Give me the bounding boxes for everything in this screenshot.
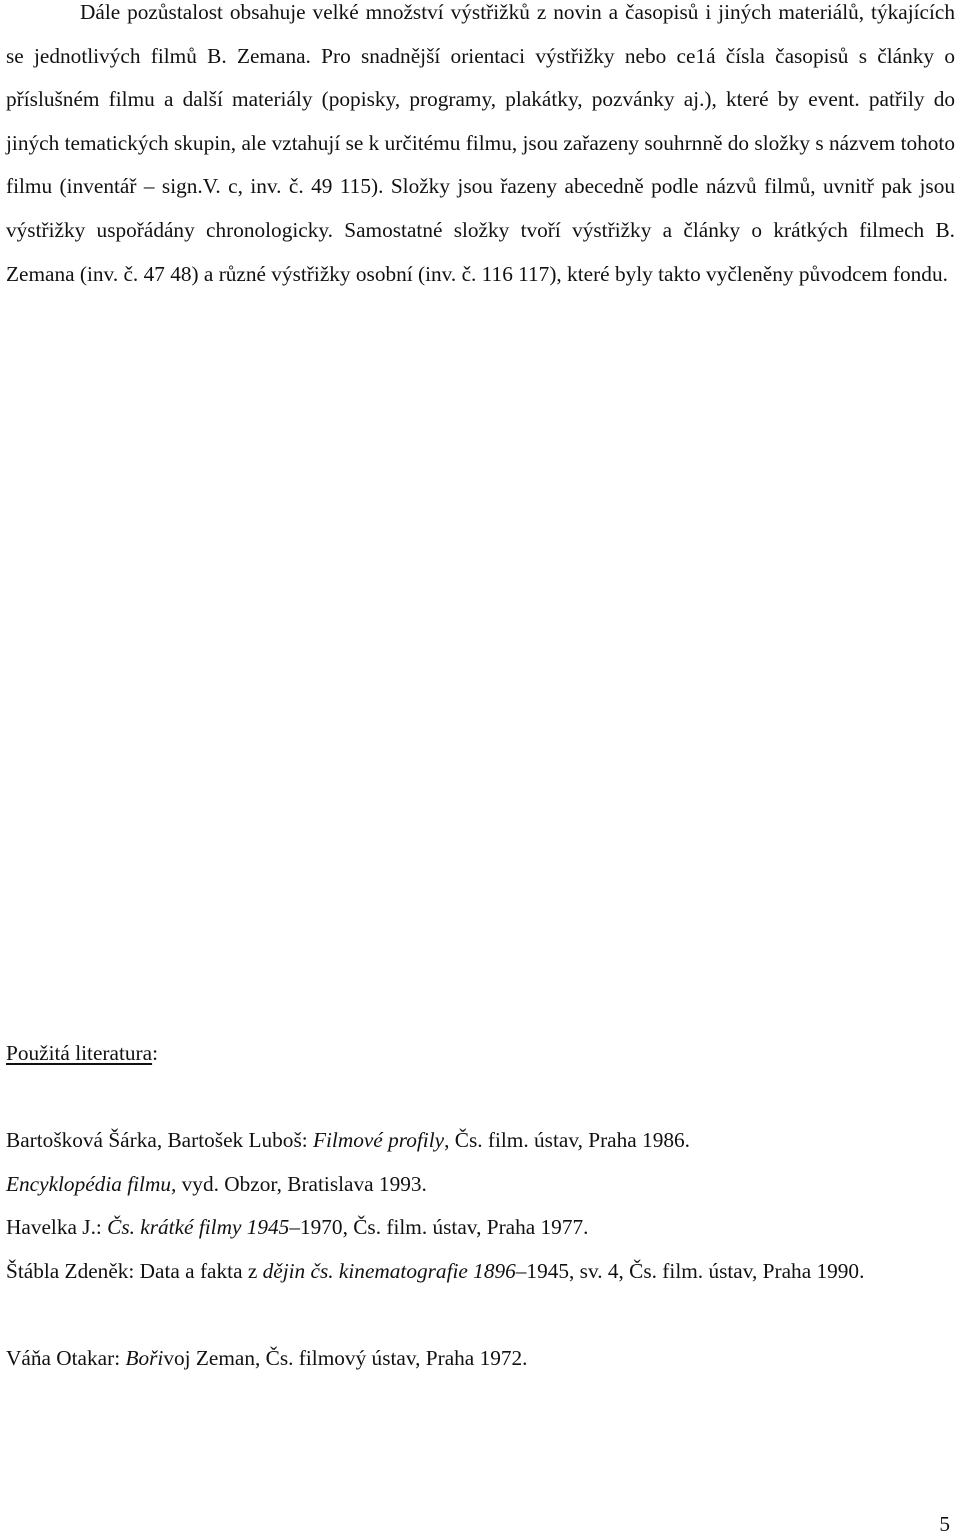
bibliography-entry [6,1169,936,1199]
entry-publication: –1970, Čs. film. ústav, Praha 1977. [289,1215,589,1239]
entry-author: Váňa Otakar: [6,1346,126,1370]
entry-publication: voj Zeman, Čs. filmový ústav, Praha 1972. [163,1346,528,1370]
literature-heading [6,1038,158,1068]
body-paragraph: Dále pozůstalost obsahuje velké množství výstřižků z novin a časopisů i jiných materiálů, týkajících se jednotlivých filmů B. Zemana. Pro snadnější orientaci výstřižky nebo ce1á čísla časopisů s články o příslušném filmu a další materiály (popisky, programy, plakátky, pozvánky aj.), které by event. patřily do jiných tematických skupin, ale vztahují se k určitému filmu, jsou zařazeny souhrnně do složky s názvem tohoto filmu (inventář – sign.V. c, inv. č. 49 115). Složky jsou řazeny abecedně podle názvů filmů, uvnitř pak jsou výstřižky uspořádány chronologicky. Samostatné složky tvoří výstřižky a články o krátkých filmech B. Zemana (inv. č. 47 48) a různé výstřižky osobní (inv. č. 116 117), které byly takto vyčleněny původcem fondu. [6,0,955,286]
entry-title: Boři [125,1346,164,1370]
entry-author: Bartošková Šárka, Bartošek Luboš: [6,1128,313,1152]
entry-title: Čs. krátké filmy 1945 [107,1215,290,1239]
literature-heading-text: Použitá literatura [6,1041,153,1065]
entry-title: dějin čs. kinematografie 1896 [262,1259,516,1283]
entry-author: Štábla Zdeněk: Data a fakta z [6,1259,263,1283]
bibliography-entry [6,1250,960,1294]
bibliography-entry [6,1125,936,1155]
entry-publication: vyd. Obzor, Bratislava 1993. [176,1172,427,1196]
page-number: 5 [939,1512,950,1536]
entry-title: Encyklopédia filmu, [6,1172,177,1196]
bibliography-entry [6,1212,936,1242]
literature-heading-colon: : [152,1041,158,1065]
entry-author: Havelka J.: [6,1215,108,1239]
entry-title: Filmové profily [312,1128,445,1152]
entry-publication: , Čs. film. ústav, Praha 1986. [444,1128,690,1152]
bibliography-entry [6,1343,936,1373]
entry-publication: –1945, sv. 4, Čs. film. ústav, Praha 1990. [515,1259,865,1283]
